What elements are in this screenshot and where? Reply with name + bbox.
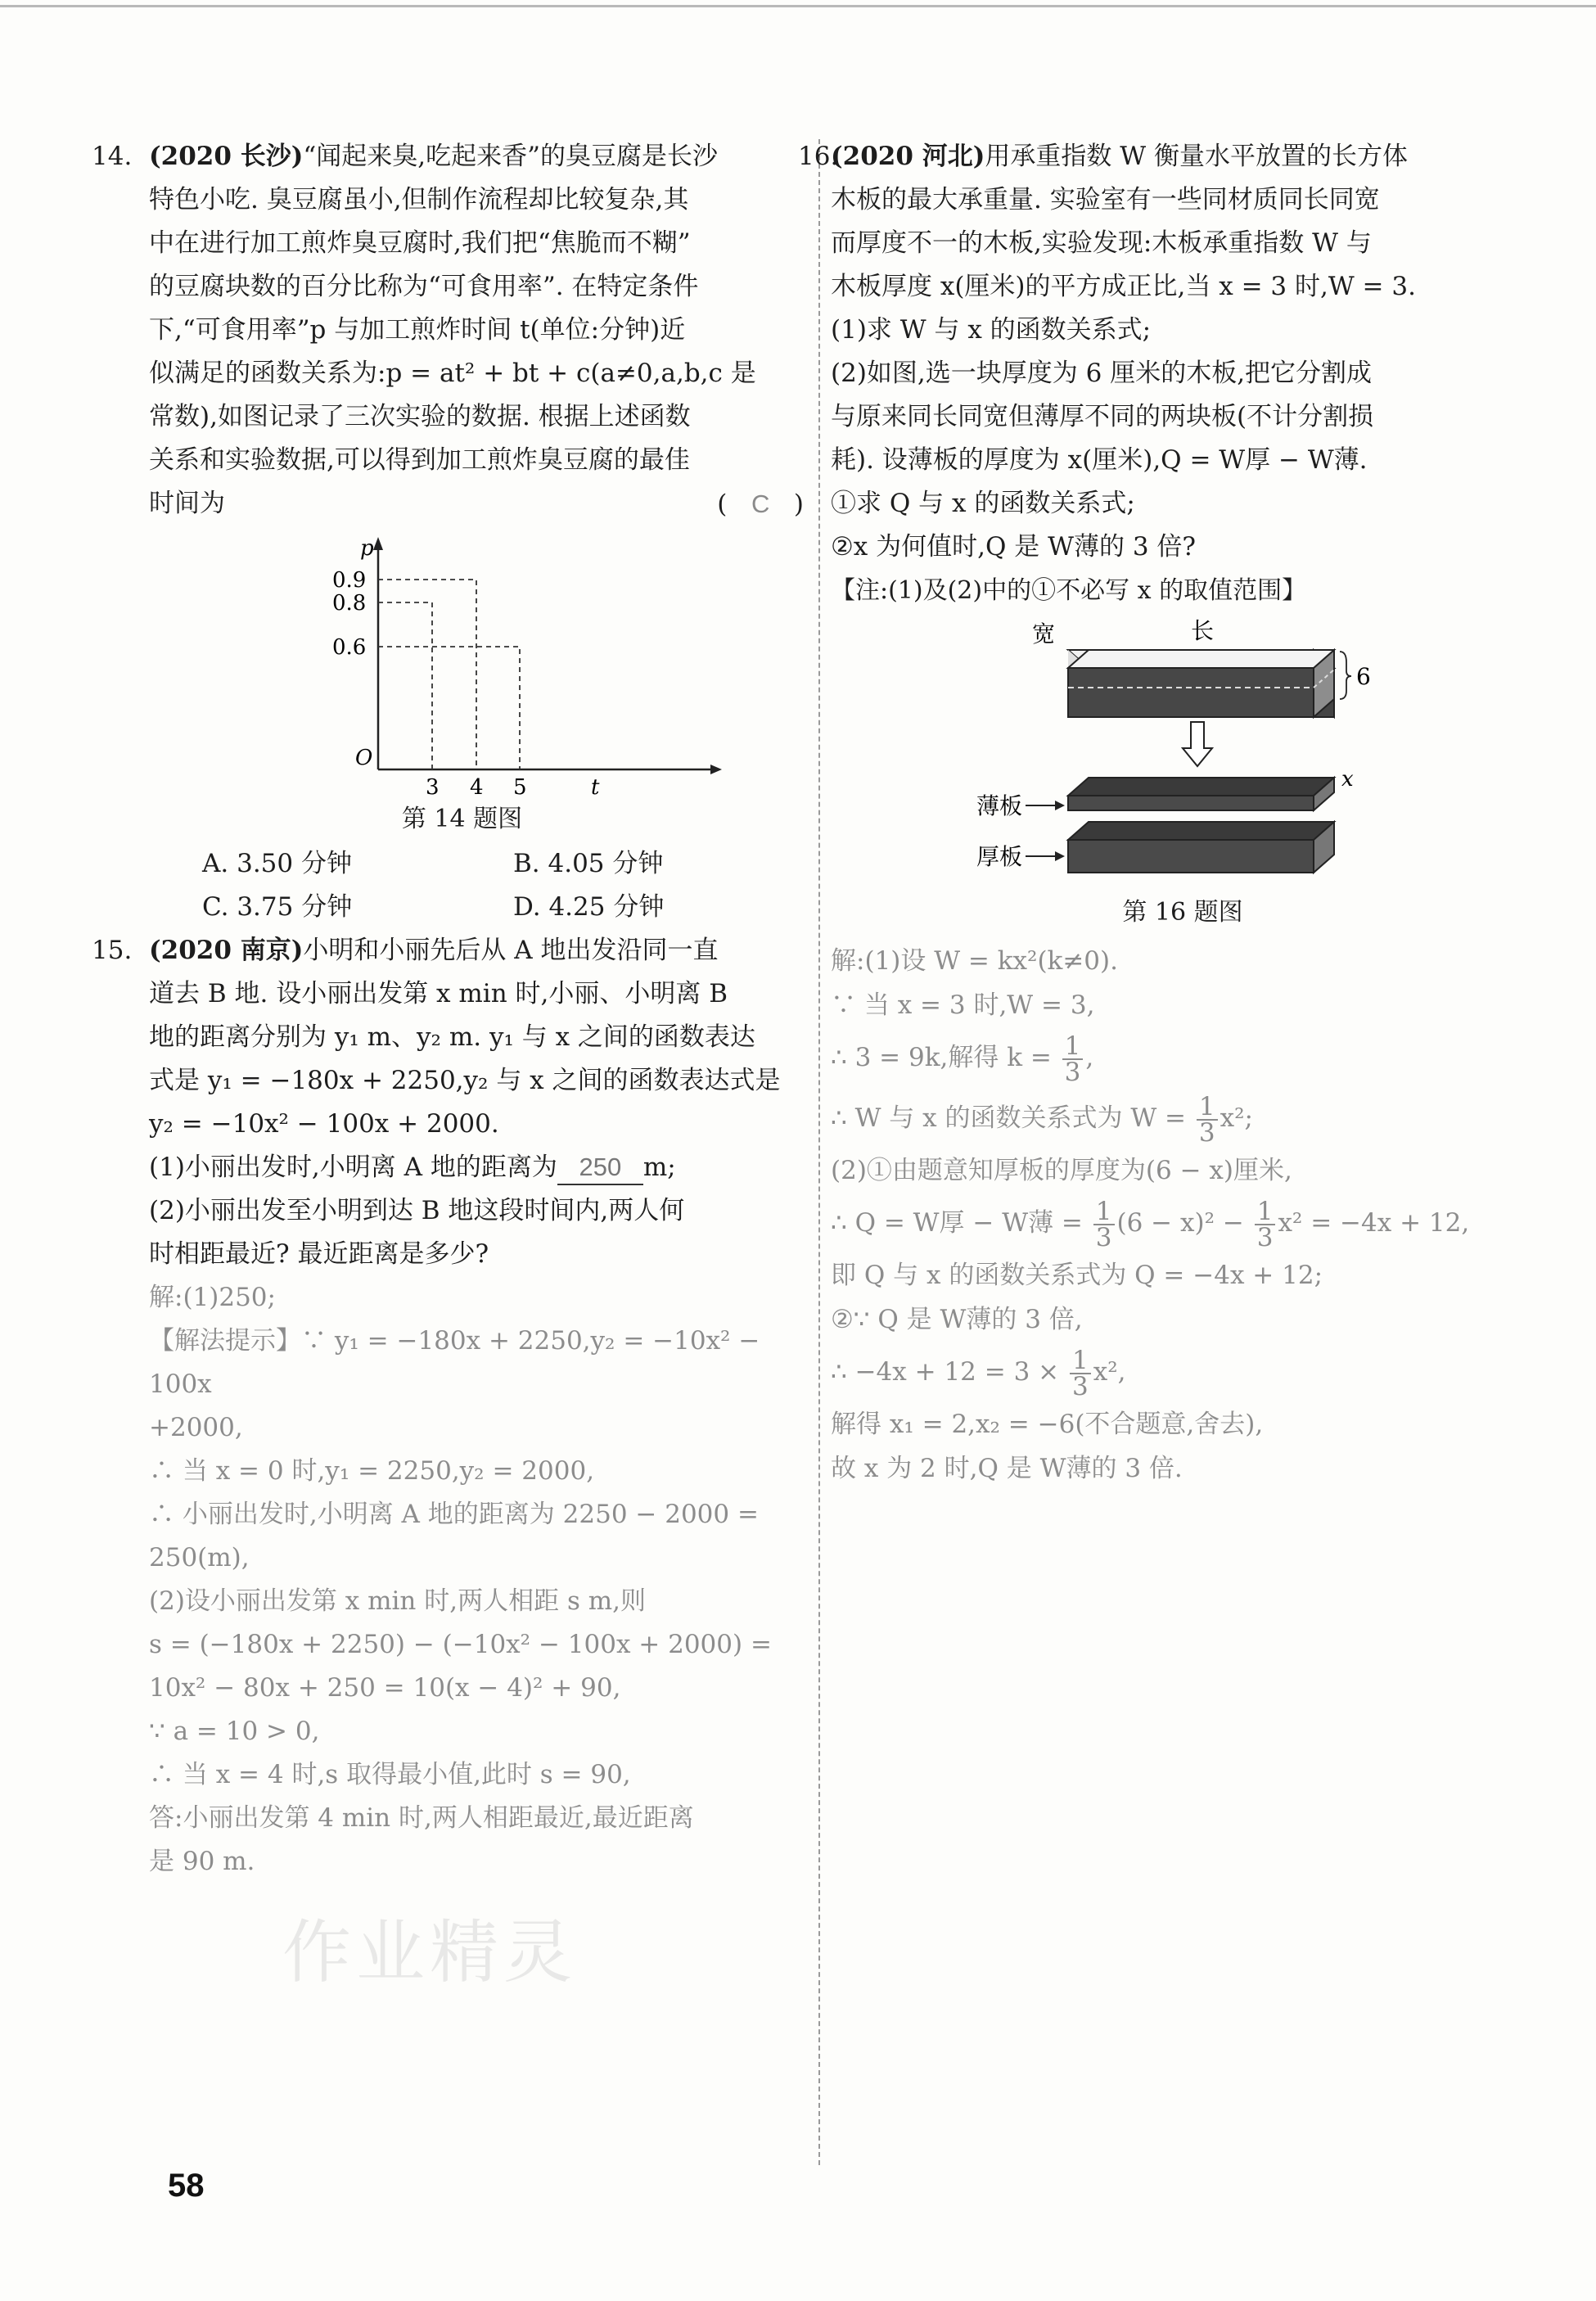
label-thickness-six: 6	[1356, 663, 1371, 690]
answer-choices	[149, 842, 804, 929]
solution-line: 解:(1)设 W = kx²(k≠0).	[831, 946, 1118, 976]
solution-line: ②∵ Q 是 W薄的 3 倍,	[831, 1305, 1083, 1334]
question-line: 木板厚度 x(厘米)的平方成正比,当 x = 3 时,W = 3.	[831, 272, 1416, 301]
question-source: (2020 长沙)	[149, 142, 304, 171]
question-line: (1)求 W 与 x 的函数关系式;	[831, 315, 1152, 345]
arrow-right-icon	[1055, 851, 1065, 861]
solution-line: ∴ Q = W厚 − W薄 = $\frac{1}{3}$ (6 − x)² − $\frac{1}{3}$ x² = −4x + 12,	[831, 1196, 1470, 1252]
part-2-line: 时相距最近? 最近距离是多少?	[149, 1239, 489, 1269]
part-1: (1)小丽出发时,小明离 A 地的距离为 250 m;	[149, 1146, 804, 1189]
question-line: 与原来同长同宽但薄厚不同的两块板(不计分割损	[831, 402, 1374, 431]
x-axis-label: t	[591, 775, 600, 800]
column-divider	[818, 139, 820, 2165]
label-thin-board: 薄板	[976, 792, 1023, 819]
solution-line: 是 90 m.	[149, 1847, 255, 1876]
question-line: 而厚度不一的木板,实验发现:木板承重指数 W 与	[831, 228, 1372, 258]
question-line: 下,“可食用率”p 与加工煎炸时间 t(单位:分钟)近	[149, 315, 686, 345]
question-line: 道去 B 地. 设小丽出发第 x min 时,小丽、小明离 B	[149, 979, 728, 1008]
y-tick-label: 0.8	[332, 591, 367, 616]
answer-blank: 250	[557, 1151, 643, 1185]
figure-16-caption: 第 16 题图	[1122, 898, 1243, 927]
solution-line: 答:小丽出发第 4 min 时,两人相距最近,最近距离	[149, 1803, 694, 1833]
solution-line: 250(m),	[149, 1543, 250, 1572]
solution-line: (2)设小丽出发第 x min 时,两人相距 s m,则	[149, 1586, 646, 1616]
answer-choice: C	[751, 490, 770, 518]
solution-line: ∴ 3 = 9k,解得 k = $\frac{1}{3}$ ,	[831, 1031, 1094, 1087]
solution-line: 【解法提示】∵ y₁ = −180x + 2250,y₂ = −10x² − 100x	[149, 1326, 760, 1399]
right-column	[798, 135, 1494, 1491]
down-arrow-icon	[1183, 722, 1212, 766]
fraction: $\frac{1}{3}$	[1093, 1199, 1115, 1250]
solution-16	[831, 939, 1494, 1491]
page-number: 58	[168, 2168, 205, 2204]
question-last-line: 时间为 ( C )	[149, 482, 804, 526]
fraction: $\frac{1}{3}$	[1197, 1094, 1218, 1145]
question-number: 14.	[92, 142, 133, 171]
question-note: 【注:(1)及(2)中的①不必写 x 的取值范围】	[831, 576, 1307, 605]
solution-line: s = (−180x + 2250) − (−10x² − 100x + 2000) =	[149, 1630, 772, 1659]
label-width: 宽	[1032, 620, 1056, 647]
x-tick-label: 5	[513, 775, 527, 800]
part-2-line: (2)小丽出发至小明到达 B 地这段时间内,两人何	[149, 1196, 685, 1225]
question-line: 特色小吃. 臭豆腐虽小,但制作流程却比较复杂,其	[149, 185, 689, 214]
question-number: 16.	[798, 142, 839, 171]
solution-line: ∵ a = 10 > 0,	[149, 1717, 320, 1746]
y-axis-label: p	[360, 536, 374, 561]
question-line: 耗). 设薄板的厚度为 x(厘米),Q = W厚 − W薄.	[831, 445, 1368, 475]
guide-point-4	[378, 580, 476, 769]
solution-line: 故 x 为 2 时,Q 是 W薄的 3 倍.	[831, 1454, 1183, 1483]
solution-line: (2)①由题意知厚板的厚度为(6 − x)厘米,	[831, 1156, 1292, 1185]
figure-16-boards	[954, 617, 1412, 887]
question-source: (2020 南京)	[149, 936, 304, 965]
choice-d: D. 4.25 分钟	[513, 892, 665, 922]
y-axis-arrow-icon	[373, 537, 383, 550]
x-tick-label: 3	[426, 775, 440, 800]
solution-line: ∴ −4x + 12 = 3 × $\frac{1}{3}$ x²,	[831, 1345, 1126, 1401]
label-thick-board: 厚板	[976, 843, 1023, 870]
thin-board	[1068, 778, 1334, 810]
question-line: 地的距离分别为 y₁ m、y₂ m. y₁ 与 x 之间的函数表达	[149, 1022, 755, 1052]
question-line: ①求 Q 与 x 的函数关系式;	[831, 489, 1135, 518]
question-line: 常数),如图记录了三次实验的数据. 根据上述函数	[149, 402, 691, 431]
guide-point-3	[378, 602, 432, 769]
y-tick-label: 0.9	[332, 568, 367, 593]
choice-c: C. 3.75 分钟	[202, 892, 353, 922]
y-tick-label: 0.6	[332, 635, 367, 660]
fraction: $\frac{1}{3}$	[1255, 1199, 1276, 1250]
label-x: x	[1341, 767, 1354, 792]
question-line: y₂ = −10x² − 100x + 2000.	[149, 1109, 499, 1139]
choice-a: A. 3.50 分钟	[202, 849, 352, 878]
question-line: 似满足的函数关系为:p = at² + bt + c(a≠0,a,b,c 是	[149, 359, 756, 388]
question-15	[92, 929, 804, 1884]
question-text: (2020 南京)小明和小丽先后从 A 地出发沿同一直	[149, 936, 719, 965]
top-border-line	[0, 5, 1596, 7]
question-line: 木板的最大承重量. 实验室有一些同材质同长同宽	[831, 185, 1380, 214]
question-line: 的豆腐块数的百分比称为“可食用率”. 在特定条件	[149, 272, 699, 301]
answer-bracket: ( C )	[717, 490, 804, 519]
fraction: $\frac{1}{3}$	[1070, 1348, 1091, 1399]
solution-line: +2000,	[149, 1413, 243, 1442]
question-text: (2020 河北)用承重指数 W 衡量水平放置的长方体	[831, 142, 1408, 171]
watermark: 作业精灵	[282, 1912, 578, 1992]
solution-line: 解:(1)250;	[149, 1283, 276, 1312]
solution-15	[149, 1276, 804, 1884]
question-16	[798, 135, 1494, 1491]
solution-line: ∴ W 与 x 的函数关系式为 W = $\frac{1}{3}$ x²;	[831, 1091, 1253, 1148]
choice-b: B. 4.05 分钟	[513, 849, 664, 878]
guide-point-5	[378, 647, 520, 769]
question-line: 中在进行加工煎炸臭豆腐时,我们把“焦脆而不糊”	[149, 228, 691, 258]
question-line: 式是 y₁ = −180x + 2250,y₂ 与 x 之间的函数表达式是	[149, 1066, 781, 1095]
x-axis-arrow-icon	[710, 765, 722, 774]
thick-board	[1068, 822, 1334, 873]
solution-line: 10x² − 80x + 250 = 10(x − 4)² + 90,	[149, 1673, 621, 1703]
question-source: (2020 河北)	[831, 142, 985, 171]
left-column	[92, 135, 804, 1884]
whole-board	[1068, 650, 1351, 717]
question-line: ②x 为何值时,Q 是 W薄的 3 倍?	[831, 532, 1197, 562]
solution-line: ∴ 小丽出发时,小明离 A 地的距离为 2250 − 2000 =	[149, 1500, 759, 1529]
solution-line: ∴ 当 x = 0 时,y₁ = 2250,y₂ = 2000,	[149, 1456, 595, 1486]
arrow-right-icon	[1055, 801, 1065, 810]
solution-line: 即 Q 与 x 的函数关系式为 Q = −4x + 12;	[831, 1261, 1323, 1290]
label-length: 长	[1191, 617, 1215, 644]
question-line: (2)如图,选一块厚度为 6 厘米的木板,把它分割成	[831, 359, 1373, 388]
question-number: 15.	[92, 936, 133, 965]
origin-label: O	[355, 746, 373, 770]
solution-line: ∴ 当 x = 4 时,s 取得最小值,此时 s = 90,	[149, 1760, 631, 1789]
x-tick-label: 4	[470, 775, 484, 800]
solution-line: ∵ 当 x = 3 时,W = 3,	[831, 990, 1095, 1020]
figure-14-caption: 第 14 题图	[401, 805, 523, 833]
solution-line: 解得 x₁ = 2,x₂ = −6(不合题意,舍去),	[831, 1410, 1264, 1439]
question-text: (2020 长沙)“闻起来臭,吃起来香”的臭豆腐是长沙	[149, 142, 718, 171]
question-14	[92, 135, 804, 929]
fraction: $\frac{1}{3}$	[1062, 1034, 1084, 1085]
question-line: 关系和实验数据,可以得到加工煎炸臭豆腐的最佳	[149, 445, 690, 475]
figure-14-graph	[321, 532, 746, 802]
